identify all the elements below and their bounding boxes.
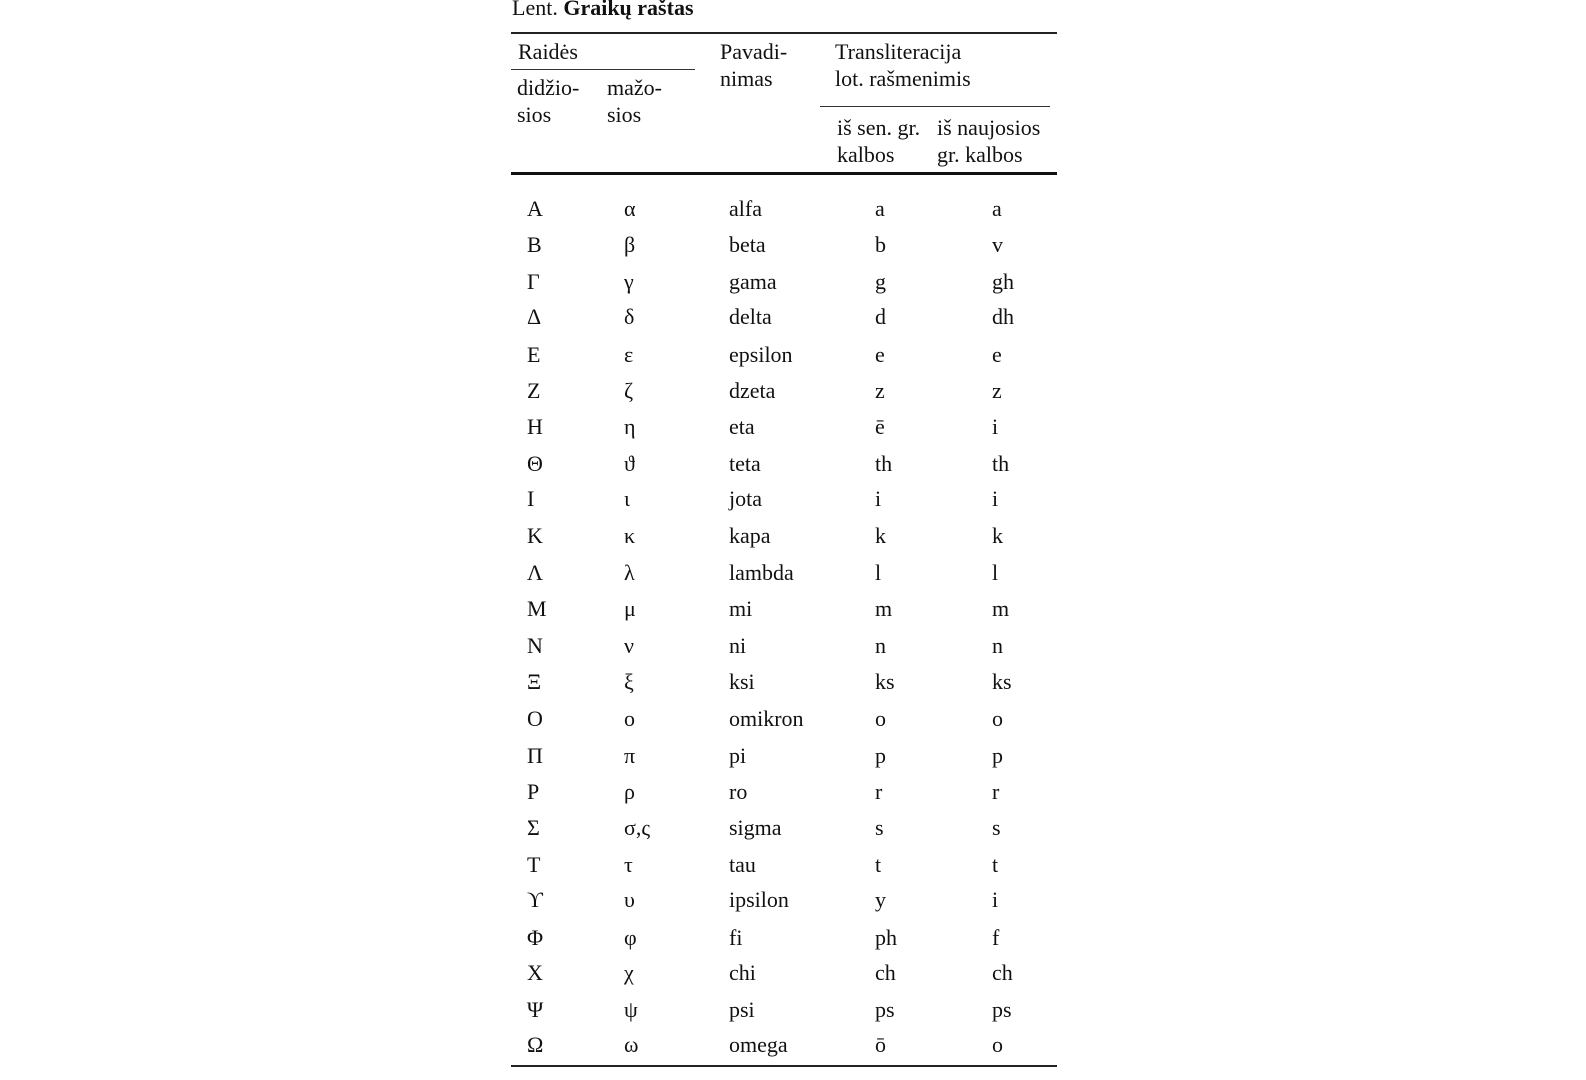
letter-name: omikron [729,706,804,731]
transliteracija-rule [820,106,1050,107]
table-row [511,996,1057,1024]
uppercase-letter: Τ [527,852,541,877]
uppercase-letter: Ζ [527,378,541,403]
letter-name: alfa [729,196,762,221]
header-didziosios [517,74,579,128]
transliteration-modern: gh [992,269,1014,294]
letter-name: ksi [729,669,755,694]
table-row [511,195,1057,223]
table-row [511,814,1057,842]
transliteration-ancient: i [875,486,882,511]
header-sen-line1: iš sen. gr. [837,115,921,140]
transliteration-modern: dh [992,304,1014,329]
lowercase-letter: η [624,414,636,439]
transliteration-ancient: ks [875,669,895,694]
transliteration-modern: z [992,378,1002,403]
uppercase-letter: ϒ [527,887,543,912]
table-row [511,851,1057,879]
transliteration-modern: ks [992,669,1012,694]
uppercase-letter: Β [527,232,542,257]
transliteration-modern: e [992,342,1002,367]
lowercase-letter: ρ [624,779,635,804]
uppercase-letter: Ε [527,342,541,367]
transliteration-ancient: l [875,560,882,585]
letter-name: delta [729,304,772,329]
transliteration-modern: r [992,779,1000,804]
transliteration-ancient: k [875,523,886,548]
letter-name: jota [729,486,762,511]
transliteration-ancient: b [875,232,886,257]
header-raides [518,38,578,65]
transliteration-modern: a [992,196,1002,221]
transliteration-modern: s [992,815,1001,840]
transliteration-ancient: r [875,779,883,804]
transliteration-ancient: e [875,342,885,367]
table-row [511,668,1057,696]
table-caption [512,0,694,22]
lowercase-letter: μ [624,596,636,621]
header-pavadinimas-line2: nimas [720,66,773,91]
letter-name: ipsilon [729,887,789,912]
transliteration-modern: i [992,887,999,912]
transliteration-modern: o [992,706,1003,731]
lowercase-letter: δ [624,304,635,329]
table-row [511,231,1057,259]
table-row [511,268,1057,296]
letter-name: gama [729,269,777,294]
transliteration-ancient: d [875,304,886,329]
letter-name: lambda [729,560,794,585]
transliteration-modern: i [992,486,999,511]
letter-name: teta [729,451,761,476]
transliteration-modern: ps [992,997,1012,1022]
transliteration-modern: t [992,852,999,877]
lowercase-letter: ϑ [624,451,635,476]
transliteration-ancient: ch [875,960,896,985]
caption-title: Graikų raštas [563,0,694,20]
table-row [511,522,1057,550]
letter-name: sigma [729,815,782,840]
uppercase-letter: Γ [527,269,540,294]
transliteration-modern: l [992,560,999,585]
uppercase-letter: Π [527,743,543,768]
transliteration-modern: v [992,232,1003,257]
transliteration-ancient: p [875,743,886,768]
header-pavadinimas [720,38,787,92]
lowercase-letter: α [624,196,636,221]
lowercase-letter: β [624,232,636,257]
raides-rule [511,69,695,70]
lowercase-letter: ζ [624,378,634,403]
header-pavadinimas-line1: Pavadi- [720,39,788,64]
transliteration-modern: f [992,925,1000,950]
table-row [511,595,1057,623]
transliteration-ancient: g [875,269,886,294]
lowercase-letter: γ [624,269,634,294]
lowercase-letter: χ [624,960,634,985]
transliteration-modern: m [992,596,1010,621]
uppercase-letter: Λ [527,560,543,585]
transliteration-ancient: o [875,706,886,731]
letter-name: kapa [729,523,771,548]
transliteration-ancient: ps [875,997,895,1022]
table-row [511,485,1057,513]
transliteration-ancient: z [875,378,885,403]
table-row [511,377,1057,405]
table-row [511,303,1057,331]
uppercase-letter: Σ [527,815,540,840]
letter-name: pi [729,743,747,768]
lowercase-letter: ε [624,342,634,367]
uppercase-letter: Α [527,196,543,221]
transliteration-modern: n [992,633,1003,658]
uppercase-letter: Μ [527,596,547,621]
lowercase-letter: ι [624,486,630,511]
uppercase-letter: Ο [527,706,543,731]
transliteration-ancient: y [875,887,886,912]
top-rule [511,32,1057,34]
header-mazosios [607,74,662,128]
table-row [511,341,1057,369]
table-row [511,450,1057,478]
header-naujosios-kalbos [937,114,1040,168]
letter-name: psi [729,997,755,1022]
letter-name: fi [729,925,743,950]
header-transliteracija-line1: Transliteracija [835,39,962,64]
header-transliteracija-line2: lot. rašmenimis [835,66,971,91]
letter-name: eta [729,414,755,439]
uppercase-letter: Ω [527,1032,544,1057]
lowercase-letter: κ [624,523,636,548]
transliteration-modern: i [992,414,999,439]
transliteration-ancient: s [875,815,884,840]
uppercase-letter: Θ [527,451,543,476]
lowercase-letter: ν [624,633,634,658]
table-row [511,778,1057,806]
transliteration-ancient: ph [875,925,897,950]
transliteration-ancient: a [875,196,885,221]
header-raides-text: Raidės [518,39,578,64]
header-bottom-rule [511,172,1057,175]
transliteration-ancient: n [875,633,886,658]
uppercase-letter: Δ [527,304,542,329]
table-row [511,959,1057,987]
letter-name: dzeta [729,378,776,403]
letter-name: ni [729,633,747,658]
header-didziosios-line1: didžio- [517,75,580,100]
table-row [511,924,1057,952]
lowercase-letter: ω [624,1032,639,1057]
letter-name: chi [729,960,756,985]
transliteration-modern: k [992,523,1003,548]
lowercase-letter: τ [624,852,633,877]
lowercase-letter: σ,ς [624,815,651,840]
letter-name: epsilon [729,342,793,367]
letter-name: beta [729,232,766,257]
header-sen-kalbos [837,114,920,168]
uppercase-letter: Κ [527,523,543,548]
table-row [511,705,1057,733]
transliteration-ancient: ō [875,1032,886,1057]
header-didziosios-line2: sios [517,102,552,127]
table-row [511,632,1057,660]
letter-name: ro [729,779,748,804]
lowercase-letter: π [624,743,636,768]
uppercase-letter: Ρ [527,779,540,804]
uppercase-letter: Χ [527,960,543,985]
lowercase-letter: λ [624,560,635,585]
table-row [511,413,1057,441]
header-naujosios-line1: iš naujosios [937,115,1041,140]
uppercase-letter: Φ [527,925,544,950]
transliteration-ancient: ē [875,414,885,439]
transliteration-ancient: m [875,596,893,621]
uppercase-letter: Ψ [527,997,544,1022]
header-sen-line2: kalbos [837,142,895,167]
header-mazosios-line2: sios [607,102,642,127]
lowercase-letter: ο [624,706,635,731]
header-transliteracija [835,38,971,92]
letter-name: mi [729,596,753,621]
uppercase-letter: Ξ [527,669,542,694]
transliteration-ancient: t [875,852,882,877]
table-row [511,1031,1057,1059]
transliteration-modern: p [992,743,1003,768]
table-row [511,559,1057,587]
uppercase-letter: Η [527,414,543,439]
table-row [511,886,1057,914]
transliteration-modern: o [992,1032,1003,1057]
caption-prefix: Lent. [512,0,558,20]
transliteration-modern: th [992,451,1010,476]
lowercase-letter: ψ [624,997,638,1022]
table-row [511,742,1057,770]
header-mazosios-line1: mažo- [607,75,662,100]
table-bottom-rule [511,1065,1057,1067]
transliteration-modern: ch [992,960,1013,985]
lowercase-letter: υ [624,887,635,912]
letter-name: omega [729,1032,788,1057]
header-naujosios-line2: gr. kalbos [937,142,1023,167]
lowercase-letter: ξ [624,669,634,694]
lowercase-letter: φ [624,925,637,950]
uppercase-letter: Ν [527,633,543,658]
transliteration-ancient: th [875,451,893,476]
letter-name: tau [729,852,756,877]
uppercase-letter: Ι [527,486,535,511]
